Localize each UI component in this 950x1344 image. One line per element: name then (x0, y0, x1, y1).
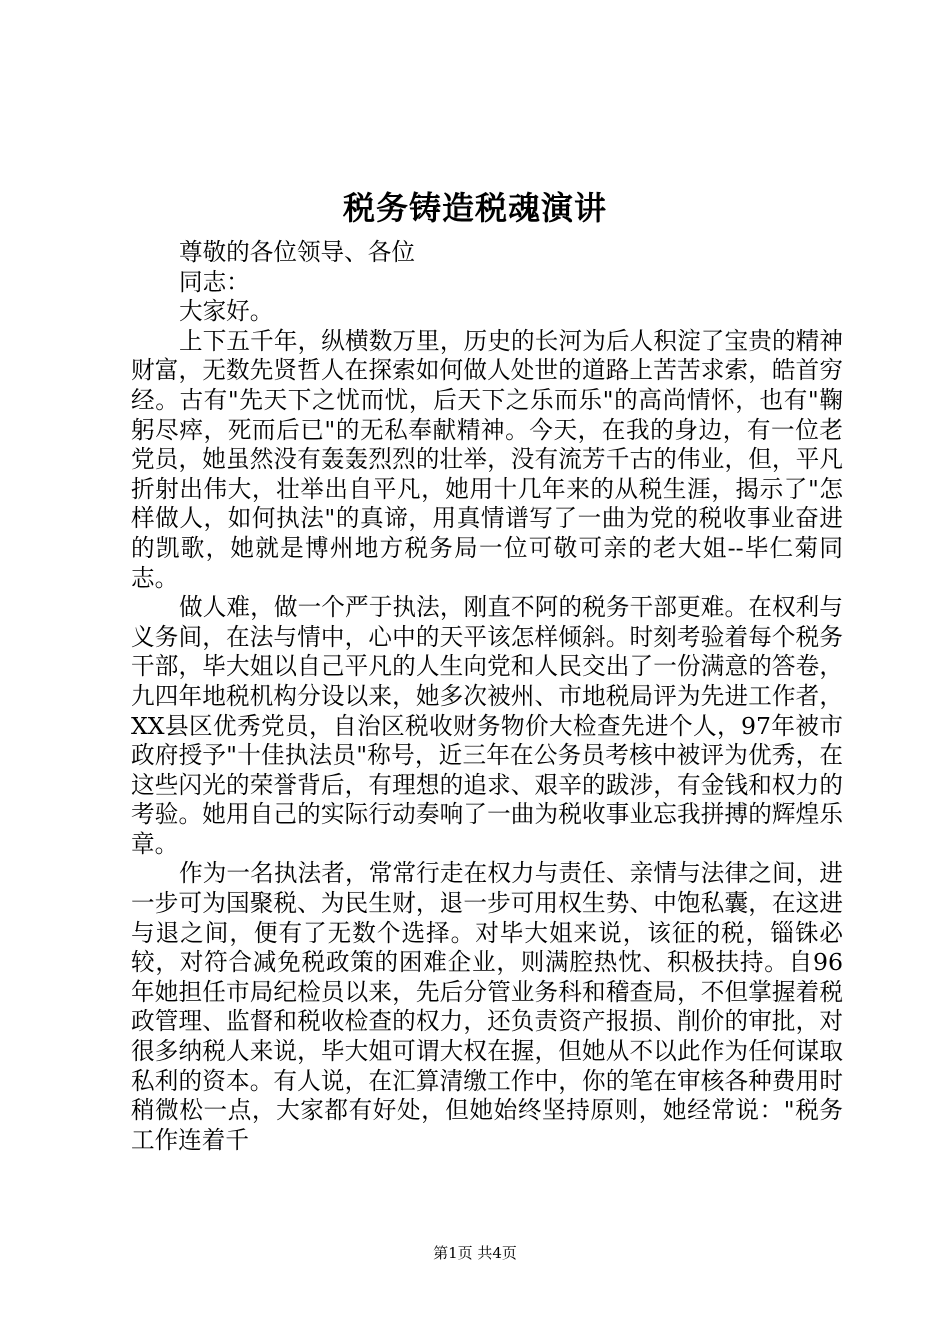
salutation-line: 同志： (179, 267, 250, 296)
page-footer: 第1页 共4页 (433, 1244, 517, 1262)
paragraph: 上下五千年，纵横数万里，历史的长河为后人积淀了宝贵的精神财富，无数先贤哲人在探索如何做人处世的道路上苦苦求索，皓首穷经。古有"先天下之忧而忧，后天下之乐而乐"的高尚情怀，也有"鞠躬尽瘁，死而后已"的无私奉献精神。今天，在我的身边，有一位老党员，她虽然没有轰轰烈烈的壮举，没有流芳千古的伟业，但，平凡折射出伟大，壮举出自平凡，她用十几年来的从税生涯，揭示了"怎样做人，如何执法"的真谛，用真情谱写了一曲为党的税收事业奋进的凯歌，她就是博州地方税务局一位可敬可亲的老大姐--毕仁菊同志。 (131, 326, 843, 592)
greeting-line: 大家好。 (179, 297, 274, 326)
paragraph: 做人难，做一个严于执法，刚直不阿的税务干部更难。在权利与义务间，在法与情中，心中的天平该怎样倾斜。时刻考验着每个税务干部，毕大姐以自己平凡的人生向党和人民交出了一份满意的答卷，九四年地税机构分设以来，她多次被州、市地税局评为先进工作者，XX县区优秀党员，自治区税收财务物价大检查先进个人，97年被市政府授予"十佳执法员"称号，近三年在公务员考核中被评为优秀，在这些闪光的荣誉背后，有理想的追求、艰辛的跋涉，有金钱和权力的考验。她用自己的实际行动奏响了一曲为税收事业忘我拼搏的辉煌乐章。 (131, 593, 843, 858)
document-title: 税务铸造税魂演讲 (342, 189, 607, 227)
document-body (131, 238, 843, 1155)
paragraph: 作为一名执法者，常常行走在权力与责任、亲情与法律之间，进一步可为国聚税、为民生财，退一步可用权生势、中饱私囊，在这进与退之间，便有了无数个选择。对毕大姐来说，该征的税，锱铢必较，对符合减免税政策的困难企业，则满腔热忱、积极扶持。自96年她担任市局纪检员以来，先后分管业务科和稽查局，不但掌握着税政管理、监督和税收检查的权力，还负责资产报损、削价的审批，对很多纳税人来说，毕大姐可谓大权在握，但她从不以此作为任何谋取私利的资本。有人说，在汇算清缴工作中，你的笔在审核各种费用时稍微松一点，大家都有好处，但她始终坚持原则，她经常说："税务工作连着千 (131, 859, 843, 1154)
salutation-line: 尊敬的各位领导、各位 (179, 238, 415, 266)
